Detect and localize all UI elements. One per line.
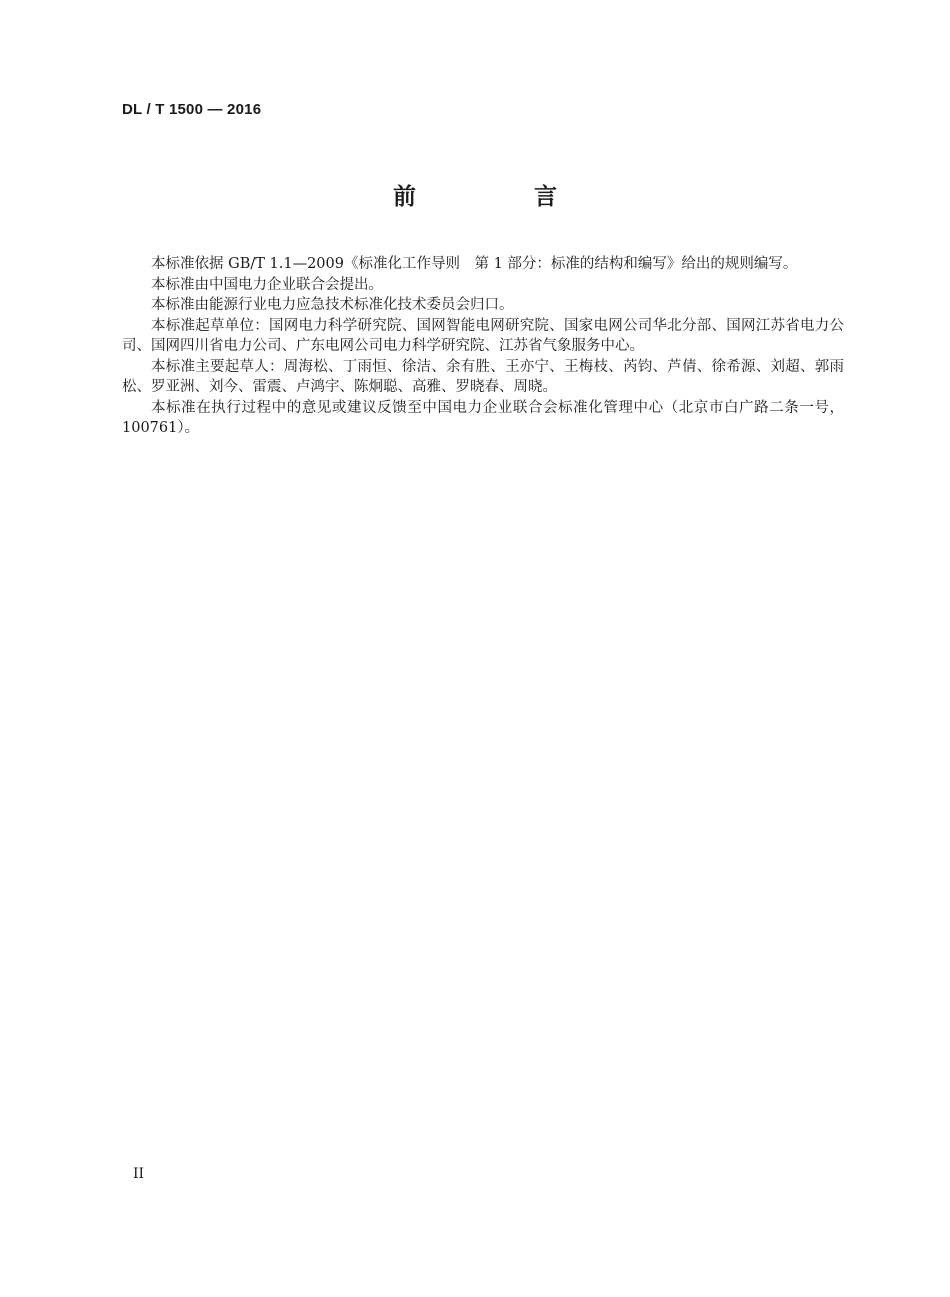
standard-code-header: DL / T 1500 — 2016 (122, 101, 262, 118)
paragraph-drafting-rules: 本标准依据 GB/T 1.1—2009《标准化工作导则 第 1 部分：标准的结构和编写》给出的规则编写。 (151, 256, 798, 272)
page-number: II (133, 1166, 145, 1182)
foreword-body (122, 254, 844, 439)
paragraph-drafting-units: 本标准起草单位：国网电力科学研究院、国网智能电网研究院、国家电网公司华北分部、国网江苏省电力公司、国网四川省电力公司、广东电网公司电力科学研究院、江苏省气象服务中心。 (122, 317, 844, 354)
page-title: 前 言 (392, 184, 612, 210)
paragraph-committee: 本标准由能源行业电力应急技术标准化技术委员会归口。 (151, 297, 514, 313)
paragraph-drafters: 本标准主要起草人：周海松、丁雨恒、徐洁、余有胜、王亦宁、王梅枝、芮钧、芦倩、徐希源、刘超、郭雨松、罗亚洲、刘今、雷震、卢鸿宇、陈炯聪、高雅、罗晓春、周晓。 (122, 358, 844, 395)
paragraph-feedback: 本标准在执行过程中的意见或建议反馈至中国电力企业联合会标准化管理中心（北京市白广路二条一号，100761）。 (122, 399, 844, 436)
paragraph-proposer: 本标准由中国电力企业联合会提出。 (151, 276, 383, 293)
